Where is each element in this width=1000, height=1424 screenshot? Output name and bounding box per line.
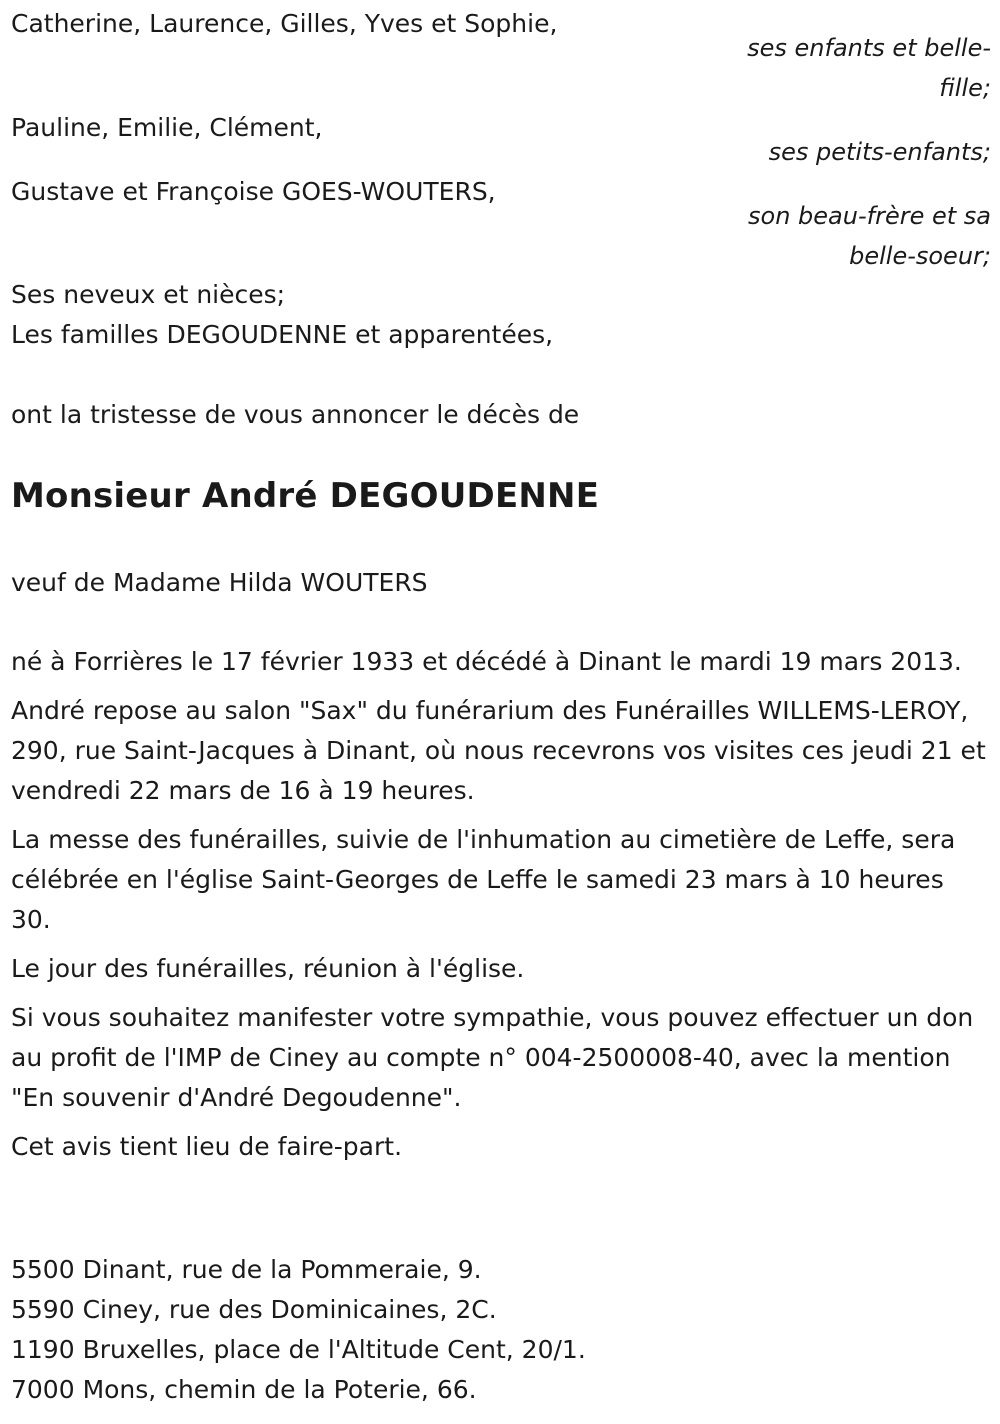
announcement-text: ont la tristesse de vous annoncer le décès de bbox=[11, 400, 580, 429]
family-relation-children: ses enfants et belle-fille; bbox=[747, 34, 991, 102]
birth-death-paragraph: né à Forrières le 17 février 1933 et décédé à Dinant le mardi 19 mars 2013. bbox=[11, 647, 962, 676]
address-line: 1190 Bruxelles, place de l'Altitude Cent, 20/1. bbox=[11, 1335, 586, 1364]
obituary-body bbox=[11, 642, 991, 1167]
widower-of-text: veuf de Madame Hilda WOUTERS bbox=[11, 568, 428, 597]
extended-family-line: Les familles DEGOUDENNE et apparentées, bbox=[11, 320, 554, 349]
address-list bbox=[11, 1250, 991, 1410]
family-names: Catherine, Laurence, Gilles, Yves et Sophie, bbox=[11, 9, 558, 38]
address-line: 5500 Dinant, rue de la Pommeraie, 9. bbox=[11, 1255, 482, 1284]
donation-paragraph: Si vous souhaitez manifester votre sympathie, vous pouvez effectuer un don au profit de l'IMP de Ciney au compte n° 004-2500008-40, avec la mention "En souvenir d'André Degoudenne". bbox=[11, 1003, 974, 1112]
deceased-name: Monsieur André DEGOUDENNE bbox=[11, 476, 600, 516]
address-line: 7000 Mons, chemin de la Poterie, 66. bbox=[11, 1375, 477, 1404]
family-names: Gustave et Françoise GOES-WOUTERS, bbox=[11, 177, 496, 206]
extended-family-line: Ses neveux et nièces; bbox=[11, 280, 286, 309]
notice-paragraph: Cet avis tient lieu de faire-part. bbox=[11, 1132, 403, 1161]
meeting-paragraph: Le jour des funérailles, réunion à l'église. bbox=[11, 954, 525, 983]
family-names: Pauline, Emilie, Clément, bbox=[11, 113, 323, 142]
visitation-paragraph: André repose au salon "Sax" du funérarium des Funérailles WILLEMS-LEROY, 290, rue Saint-Jacques à Dinant, où nous recevrons vos visites ces jeudi 21 et vendredi 22 mars de 16 à 19 heures. bbox=[11, 696, 986, 805]
address-line: 5590 Ciney, rue des Dominicaines, 2C. bbox=[11, 1295, 497, 1324]
family-relation-in-laws: son beau-frère et sa belle-soeur; bbox=[748, 202, 991, 270]
family-relation-grandchildren: ses petits-enfants; bbox=[768, 138, 991, 166]
funeral-mass-paragraph: La messe des funérailles, suivie de l'inhumation au cimetière de Leffe, sera célébrée en l'église Saint-Georges de Leffe le samedi 23 mars à 10 heures 30. bbox=[11, 825, 956, 934]
